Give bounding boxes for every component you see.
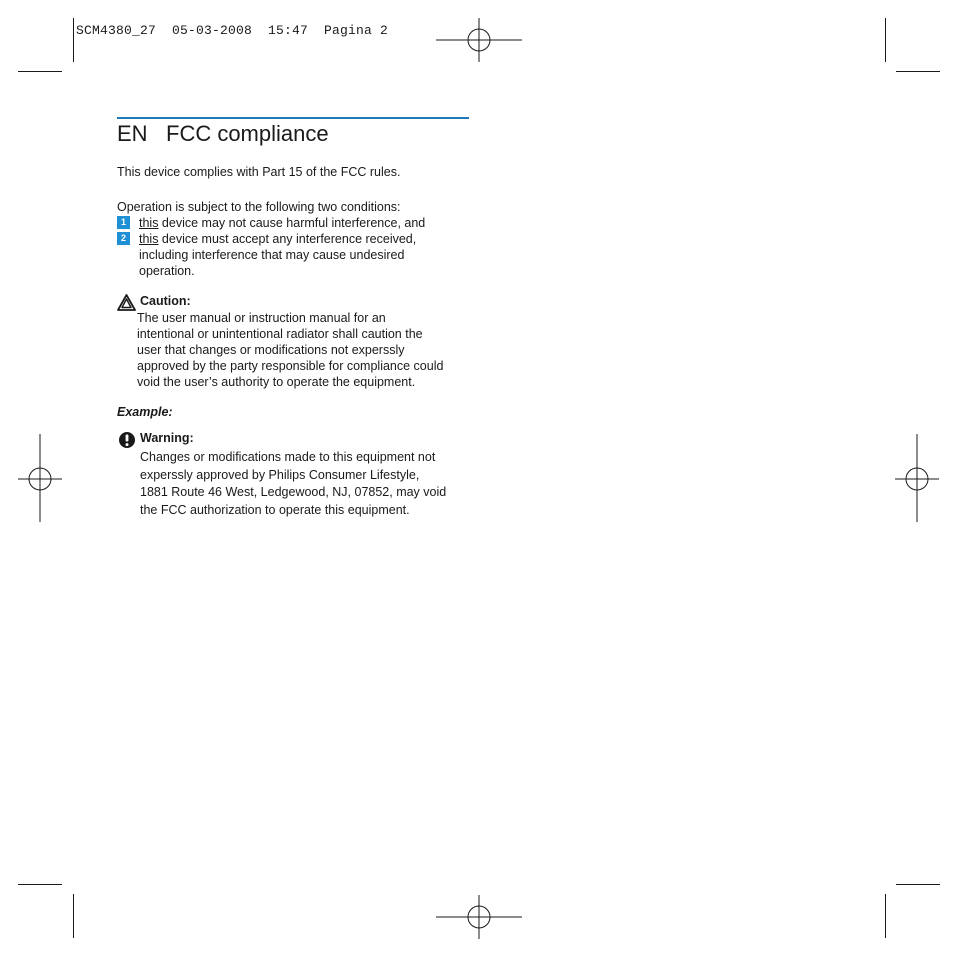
- condition-keyword: this: [139, 232, 159, 246]
- registration-mark-icon: [895, 434, 939, 522]
- caution-label: Caution:: [140, 294, 191, 308]
- registration-mark-icon: [436, 18, 522, 62]
- caution-text: approved by the party responsible for compliance could: [137, 359, 444, 373]
- condition-text: device must accept any interference received,: [158, 232, 417, 246]
- warning-label: Warning:: [140, 431, 194, 445]
- condition-text: device may not cause harmful interference, and: [158, 216, 426, 230]
- condition-keyword: this: [139, 216, 159, 230]
- crop-mark: [896, 884, 940, 885]
- warning-text: experssly approved by Philips Consumer Lifestyle,: [140, 468, 420, 482]
- condition-item: [139, 231, 416, 247]
- warning-text: Changes or modifications made to this equipment not: [140, 450, 436, 464]
- crop-mark: [885, 18, 886, 62]
- print-slug: SCM4380_27 05-03-2008 15:47 Pagina 2: [76, 23, 389, 38]
- header-rule: [117, 117, 469, 119]
- condition-text-continued: including interference that may cause undesired: [139, 248, 405, 262]
- caution-text: user that changes or modifications not experssly: [137, 343, 405, 357]
- caution-text: The user manual or instruction manual for an: [137, 311, 386, 325]
- crop-mark: [18, 71, 62, 72]
- registration-mark-icon: [436, 895, 522, 939]
- warning-text: 1881 Route 46 West, Ledgewood, NJ, 07852, may void: [140, 485, 447, 499]
- condition-number-badge: 2: [117, 232, 130, 245]
- condition-number-badge: 1: [117, 216, 130, 229]
- condition-item: [139, 215, 425, 231]
- conditions-intro: Operation is subject to the following two conditions:: [117, 200, 401, 214]
- intro-text: This device complies with Part 15 of the FCC rules.: [117, 165, 401, 179]
- example-label: Example:: [117, 405, 173, 419]
- crop-mark: [73, 18, 74, 62]
- crop-mark: [18, 884, 62, 885]
- warning-exclamation-icon: [118, 431, 136, 449]
- crop-mark: [885, 894, 886, 938]
- condition-text-continued: operation.: [139, 264, 195, 278]
- crop-mark: [73, 894, 74, 938]
- warning-text: the FCC authorization to operate this equipment.: [140, 503, 410, 517]
- caution-triangle-icon: [117, 294, 136, 311]
- language-code: EN: [117, 121, 148, 146]
- caution-text: void the user’s authority to operate the equipment.: [137, 375, 416, 389]
- crop-mark: [896, 71, 940, 72]
- registration-mark-icon: [18, 434, 62, 522]
- caution-text: intentional or unintentional radiator shall caution the: [137, 327, 423, 341]
- page-title: [117, 121, 329, 147]
- section-title: FCC compliance: [166, 121, 329, 146]
